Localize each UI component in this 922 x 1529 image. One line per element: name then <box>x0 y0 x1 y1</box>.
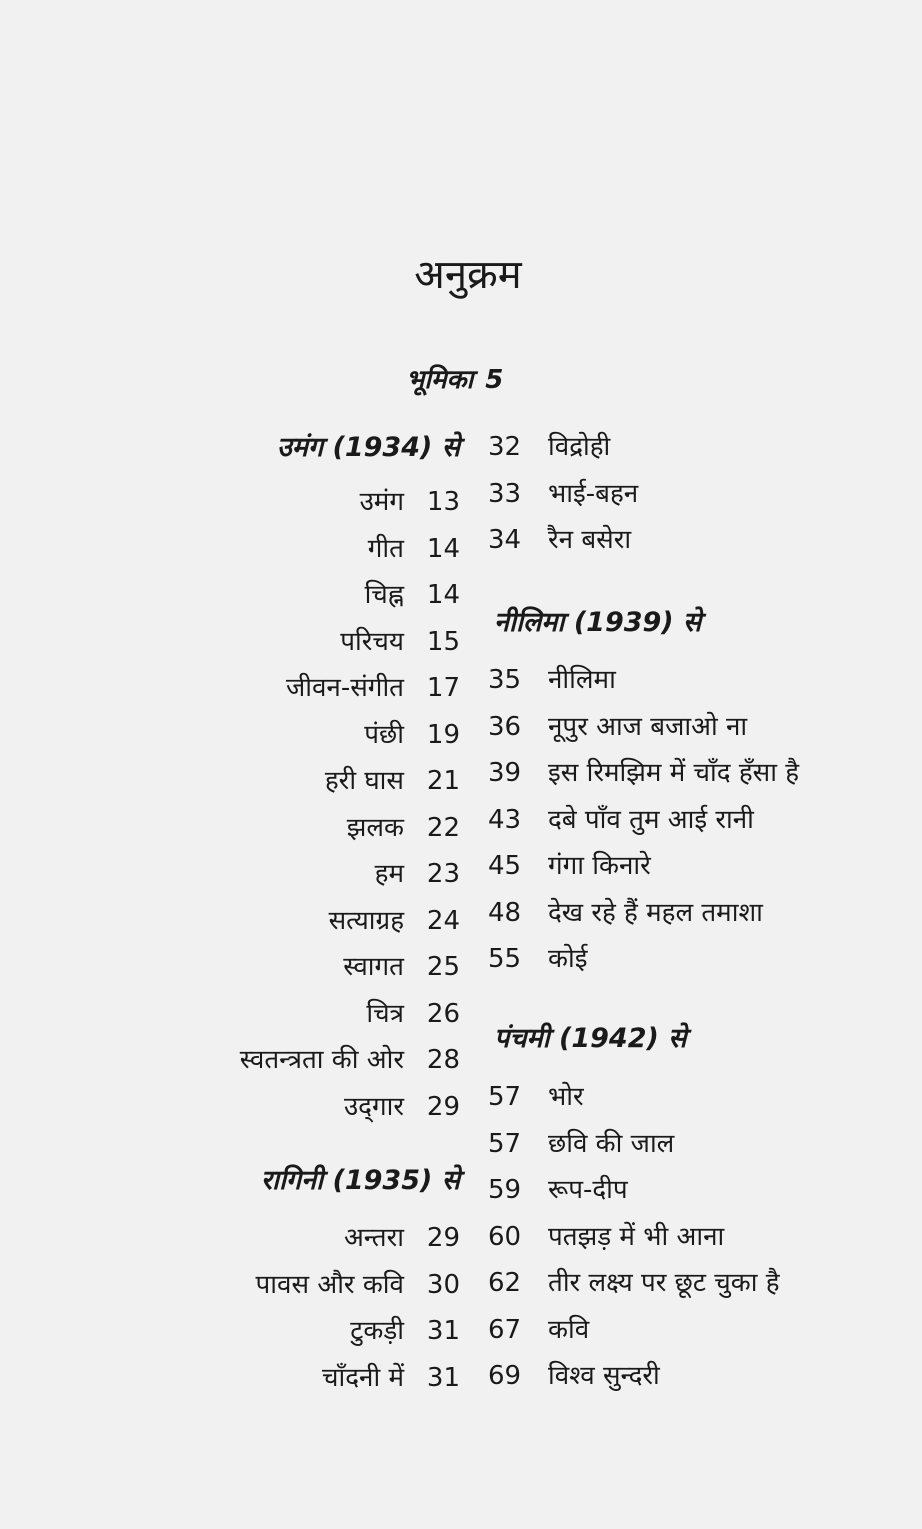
contents-entry <box>256 1265 460 1301</box>
entry-title: नीलिमा <box>548 665 616 695</box>
contents-entry <box>347 808 460 844</box>
entry-title: झलक <box>346 812 404 843</box>
contents-entry <box>325 761 460 797</box>
entry-title: परिचय <box>340 626 404 657</box>
entry-page-number: 60 <box>488 1221 522 1252</box>
entry-title: हम <box>374 859 404 889</box>
contents-entry <box>488 939 587 975</box>
contents-entry <box>364 715 460 751</box>
entry-page-number: 14 <box>426 580 460 610</box>
contents-entry <box>488 1356 660 1392</box>
entry-page-number: 23 <box>426 859 460 889</box>
section-heading: रागिनी (1935) से <box>260 1165 460 1196</box>
contents-entry <box>344 1087 460 1123</box>
contents-entry <box>488 1310 589 1346</box>
entry-page-number: 21 <box>426 766 460 796</box>
preface-page: 5 <box>485 365 504 395</box>
entry-title: रूप-दीप <box>548 1175 628 1205</box>
entry-page-number: 25 <box>426 952 460 982</box>
entry-title: दबे पाँव तुम आई रानी <box>548 804 754 835</box>
entry-page-number: 67 <box>488 1314 522 1345</box>
contents-entry <box>488 846 651 882</box>
contents-entry <box>340 622 460 658</box>
entry-page-number: 62 <box>488 1268 522 1298</box>
entry-page-number: 57 <box>488 1082 522 1112</box>
contents-entry <box>344 1218 460 1254</box>
entry-page-number: 17 <box>426 673 460 703</box>
entry-page-number: 34 <box>488 525 522 555</box>
entry-title: कवि <box>548 1314 590 1345</box>
contents-entry <box>488 1124 674 1160</box>
contents-entry <box>329 901 460 937</box>
entry-page-number: 33 <box>488 478 522 509</box>
entry-title: गंगा किनारे <box>548 851 651 881</box>
contents-entry <box>488 660 616 696</box>
contents-entry <box>488 893 763 929</box>
section-heading: नीलिमा (1939) से <box>494 607 702 638</box>
entry-title: भाई-बहन <box>548 478 639 509</box>
contents-entry <box>343 947 460 983</box>
entry-page-number: 30 <box>426 1269 460 1300</box>
contents-entry <box>360 482 460 518</box>
entry-page-number: 39 <box>488 758 522 788</box>
entry-title: उमंग <box>359 487 404 517</box>
entry-page-number: 29 <box>426 1223 460 1253</box>
section-heading: पंचमी (1942) से <box>494 1023 687 1054</box>
entry-page-number: 32 <box>488 432 522 462</box>
entry-title: भोर <box>548 1082 584 1112</box>
contents-entry <box>375 854 460 890</box>
entry-page-number: 48 <box>488 897 522 928</box>
entry-page-number: 13 <box>426 487 460 517</box>
entry-page-number: 26 <box>426 998 460 1029</box>
entry-title: कोई <box>548 944 588 974</box>
entry-page-number: 69 <box>488 1361 522 1391</box>
contents-entry <box>488 1077 584 1113</box>
entry-page-number: 24 <box>426 905 460 936</box>
entry-title: तीर लक्ष्य पर छूट चुका है <box>548 1268 780 1298</box>
contents-entry <box>368 529 460 565</box>
contents-entry <box>488 800 754 836</box>
entry-title: पावस और कवि <box>255 1269 404 1300</box>
contents-entry <box>488 753 799 789</box>
contents-entry <box>488 520 631 556</box>
contents-entry <box>286 668 460 704</box>
entry-page-number: 29 <box>426 1091 460 1122</box>
entry-page-number: 14 <box>426 533 460 564</box>
entry-title: चित्र <box>366 998 404 1029</box>
entry-page-number: 57 <box>488 1128 522 1159</box>
entry-title: रैन बसेरा <box>548 525 632 555</box>
preface-entry <box>406 360 503 396</box>
entry-page-number: 15 <box>426 626 460 657</box>
contents-entry <box>488 1263 780 1299</box>
contents-entry <box>488 427 610 463</box>
contents-entry <box>240 1040 460 1076</box>
entry-page-number: 28 <box>426 1045 460 1075</box>
entry-title: जीवन-संगीत <box>285 673 404 703</box>
entry-page-number: 36 <box>488 711 522 742</box>
entry-page-number: 31 <box>426 1316 460 1346</box>
contents-entry <box>488 707 747 743</box>
entry-title: स्वागत <box>343 952 404 982</box>
contents-entry <box>488 474 638 510</box>
entry-title: छवि की जाल <box>548 1128 675 1159</box>
entry-page-number: 19 <box>426 719 460 750</box>
contents-entry <box>350 1311 460 1347</box>
contents-entry <box>322 1358 460 1394</box>
entry-page-number: 59 <box>488 1175 522 1205</box>
contents-entry <box>366 994 460 1030</box>
contents-entry <box>488 1170 628 1206</box>
entry-page-number: 31 <box>426 1362 460 1393</box>
entry-page-number: 22 <box>426 812 460 843</box>
entry-page-number: 55 <box>488 944 522 974</box>
entry-page-number: 35 <box>488 665 522 695</box>
contents-entry <box>488 1217 724 1253</box>
entry-title: विश्व सुन्दरी <box>548 1361 660 1391</box>
contents-entry <box>365 575 460 611</box>
entry-title: पंछी <box>364 719 404 750</box>
entry-title: उद्‌गार <box>343 1091 404 1122</box>
entry-title: चिह्न <box>364 580 404 610</box>
page-title: अनुक्रम <box>414 252 522 298</box>
entry-title: टुकड़ी <box>350 1316 404 1346</box>
entry-title: देख रहे हैं महल तमाशा <box>548 897 763 928</box>
entry-page-number: 43 <box>488 804 522 835</box>
entry-title: सत्याग्रह <box>328 905 404 936</box>
entry-title: हरी घास <box>324 766 404 796</box>
entry-page-number: 45 <box>488 851 522 881</box>
section-heading: उमंग (1934) से <box>276 432 460 463</box>
entry-title: पतझड़ में भी आना <box>548 1221 725 1252</box>
entry-title: नूपुर आज बजाओ ना <box>548 711 748 742</box>
entry-title: अन्तरा <box>343 1223 404 1253</box>
entry-title: इस रिमझिम में चाँद हँसा है <box>548 758 800 788</box>
entry-title: गीत <box>367 533 404 564</box>
entry-title: विद्रोही <box>548 432 611 462</box>
preface-label: भूमिका <box>406 365 474 395</box>
entry-title: स्वतन्त्रता की ओर <box>239 1045 404 1075</box>
entry-title: चाँदनी में <box>321 1362 404 1393</box>
